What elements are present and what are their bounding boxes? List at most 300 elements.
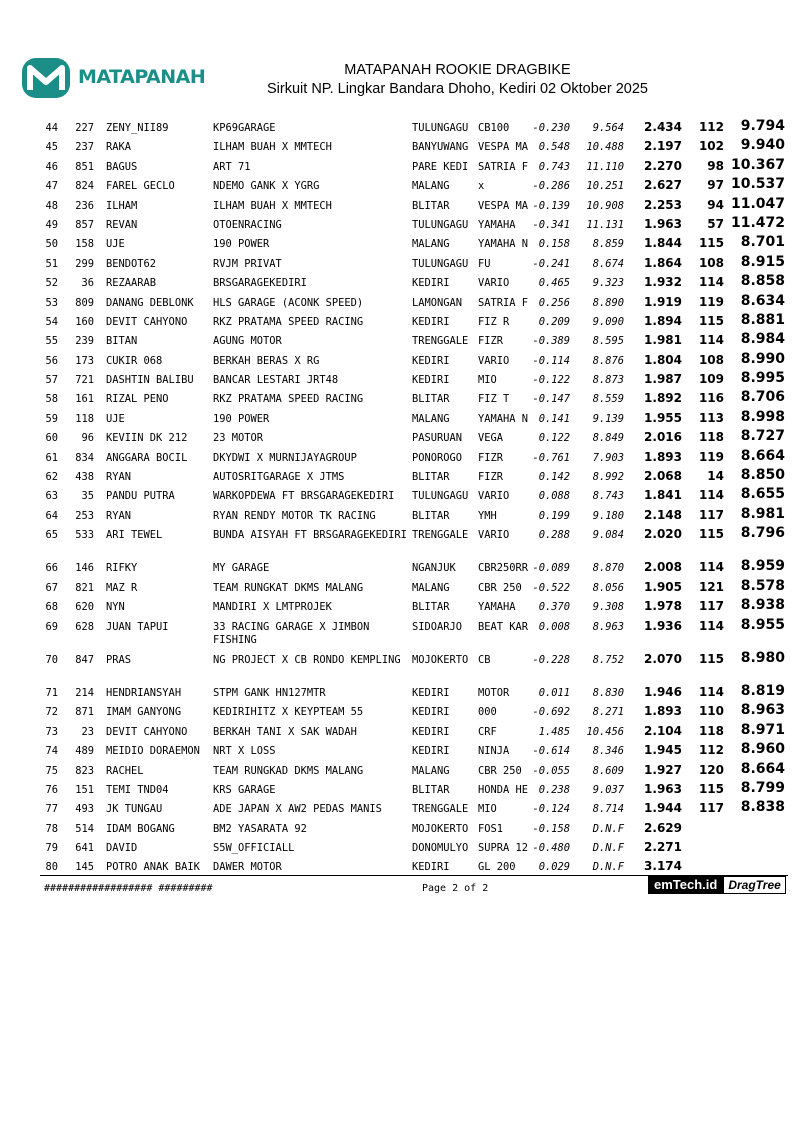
table-row xyxy=(0,137,807,156)
total-time-cell: 8.984 xyxy=(740,331,785,348)
sixty-ft-time-cell: 2.070 xyxy=(644,651,682,666)
total-time-cell: 8.706 xyxy=(740,389,785,406)
city-cell: KEDIRI xyxy=(412,861,450,874)
bike-cell: 000 xyxy=(478,706,497,719)
footer-hash: ################## ######### xyxy=(44,883,213,894)
reaction-time-cell: -0.147 xyxy=(532,393,570,406)
elapsed-time-cell: 8.609 xyxy=(592,764,624,777)
position-cell: 77 xyxy=(45,803,58,816)
reaction-time-cell: 0.548 xyxy=(538,141,570,154)
team-cell: ILHAM BUAH X MMTECH xyxy=(213,141,332,154)
bike-cell: VARIO xyxy=(478,490,510,503)
position-cell: 52 xyxy=(45,277,58,290)
table-row xyxy=(0,331,807,350)
position-cell: 58 xyxy=(45,393,58,406)
bike-cell: CBR 250 xyxy=(478,764,522,777)
elapsed-time-cell: D.N.F xyxy=(592,842,624,855)
table-row xyxy=(0,597,807,616)
speed-cell: 109 xyxy=(698,372,724,387)
team-cell: S5W_OFFICIALL xyxy=(213,842,295,855)
reaction-time-cell: -0.055 xyxy=(532,764,570,777)
team-cell: MY GARAGE xyxy=(213,562,270,575)
total-time-cell: 8.664 xyxy=(740,760,785,777)
speed-cell: 115 xyxy=(698,236,724,251)
elapsed-time-cell: 9.323 xyxy=(592,277,624,290)
total-time-cell: 8.980 xyxy=(740,649,785,666)
table-row xyxy=(0,819,807,838)
city-cell: KEDIRI xyxy=(412,315,450,328)
reaction-time-cell: -0.114 xyxy=(532,354,570,367)
elapsed-time-cell: 8.992 xyxy=(592,471,624,484)
start-number-cell: 158 xyxy=(75,238,94,251)
city-cell: KEDIRI xyxy=(412,374,450,387)
team-cell: 33 RACING GARAGE X JIMBON FISHING xyxy=(213,620,370,646)
elapsed-time-cell: 9.180 xyxy=(592,509,624,522)
position-cell: 60 xyxy=(45,432,58,445)
rider-name-cell: BENDOT62 xyxy=(106,257,157,270)
city-cell: KEDIRI xyxy=(412,706,450,719)
position-cell: 45 xyxy=(45,141,58,154)
sixty-ft-time-cell: 1.905 xyxy=(644,579,682,594)
team-cell: BERKAH TANI X SAK WADAH xyxy=(213,725,357,738)
reaction-time-cell: 0.209 xyxy=(538,315,570,328)
table-row xyxy=(0,722,807,741)
position-cell: 74 xyxy=(45,745,58,758)
position-cell: 79 xyxy=(45,842,58,855)
city-cell: MOJOKERTO xyxy=(412,653,469,666)
team-cell: KRS GARAGE xyxy=(213,783,276,796)
start-number-cell: 253 xyxy=(75,509,94,522)
speed-cell: 115 xyxy=(698,781,724,796)
sixty-ft-time-cell: 2.104 xyxy=(644,723,682,738)
speed-cell: 119 xyxy=(698,294,724,309)
city-cell: MALANG xyxy=(412,412,450,425)
position-cell: 69 xyxy=(45,620,58,633)
sixty-ft-time-cell: 2.253 xyxy=(644,197,682,212)
footer-brand xyxy=(648,876,786,894)
sixty-ft-time-cell: 1.841 xyxy=(644,488,682,503)
city-cell: KEDIRI xyxy=(412,745,450,758)
start-number-cell: 236 xyxy=(75,199,94,212)
bike-cell: YAMAHA N xyxy=(478,412,529,425)
start-number-cell: 145 xyxy=(75,861,94,874)
team-cell: MANDIRI X LMTPROJEK xyxy=(213,601,332,614)
sixty-ft-time-cell: 2.148 xyxy=(644,507,682,522)
speed-cell: 117 xyxy=(698,801,724,816)
rider-name-cell: BITAN xyxy=(106,335,138,348)
start-number-cell: 161 xyxy=(75,393,94,406)
start-number-cell: 239 xyxy=(75,335,94,348)
sixty-ft-time-cell: 1.963 xyxy=(644,781,682,796)
bike-cell: MIO xyxy=(478,803,497,816)
elapsed-time-cell: 11.110 xyxy=(586,160,624,173)
bike-cell: YAMAHA N xyxy=(478,238,529,251)
sixty-ft-time-cell: 1.919 xyxy=(644,294,682,309)
total-time-cell: 10.367 xyxy=(730,156,785,173)
sixty-ft-time-cell: 1.944 xyxy=(644,801,682,816)
bike-cell: HONDA HE xyxy=(478,783,529,796)
team-cell: DAWER MOTOR xyxy=(213,861,282,874)
total-time-cell: 10.537 xyxy=(730,176,785,193)
reaction-time-cell: -0.341 xyxy=(532,218,570,231)
elapsed-time-cell: D.N.F xyxy=(592,822,624,835)
position-cell: 62 xyxy=(45,471,58,484)
rider-name-cell: DANANG DEBLONK xyxy=(106,296,194,309)
city-cell: PASURUAN xyxy=(412,432,463,445)
total-time-cell: 9.940 xyxy=(740,137,785,154)
rider-name-cell: PANDU PUTRA xyxy=(106,490,175,503)
team-cell: AGUNG MOTOR xyxy=(213,335,282,348)
reaction-time-cell: -0.241 xyxy=(532,257,570,270)
start-number-cell: 151 xyxy=(75,783,94,796)
start-number-cell: 23 xyxy=(81,725,94,738)
bike-cell: FIZ R xyxy=(478,315,510,328)
bike-cell: CRF xyxy=(478,725,497,738)
table-row xyxy=(0,857,807,876)
start-number-cell: 173 xyxy=(75,354,94,367)
bike-cell: FIZR xyxy=(478,471,504,484)
start-number-cell: 227 xyxy=(75,122,94,134)
team-cell: ART 71 xyxy=(213,160,251,173)
position-cell: 72 xyxy=(45,706,58,719)
total-time-cell: 8.701 xyxy=(740,234,785,251)
sixty-ft-time-cell: 1.932 xyxy=(644,275,682,290)
team-cell: ADE JAPAN X AW2 PEDAS MANIS xyxy=(213,803,382,816)
elapsed-time-cell: 8.963 xyxy=(592,620,624,633)
team-cell: DKYDWI X MURNIJAYAGROUP xyxy=(213,451,357,464)
elapsed-time-cell: 8.870 xyxy=(592,562,624,575)
elapsed-time-cell: 10.488 xyxy=(586,141,624,154)
speed-cell: 118 xyxy=(698,723,724,738)
rider-name-cell: RIFKY xyxy=(106,562,138,575)
rider-name-cell: BAGUS xyxy=(106,160,138,173)
team-cell: RKZ PRATAMA SPEED RACING xyxy=(213,393,364,406)
table-row xyxy=(0,273,807,292)
city-cell: MALANG xyxy=(412,764,450,777)
rider-name-cell: POTRO ANAK BAIK xyxy=(106,861,200,874)
speed-cell: 116 xyxy=(698,391,724,406)
total-time-cell: 8.799 xyxy=(740,779,785,796)
bike-cell: VESPA MA xyxy=(478,141,529,154)
table-row xyxy=(0,838,807,857)
speed-cell: 120 xyxy=(698,762,724,777)
city-cell: BLITAR xyxy=(412,509,450,522)
start-number-cell: 628 xyxy=(75,620,94,633)
city-cell: TRENGGALE xyxy=(412,335,469,348)
total-time-cell: 8.938 xyxy=(740,597,785,614)
city-cell: DONOMULYO xyxy=(412,842,469,855)
rider-name-cell: JUAN TAPUI xyxy=(106,620,169,633)
bike-cell: GL 200 xyxy=(478,861,516,874)
position-cell: 76 xyxy=(45,783,58,796)
reaction-time-cell: 0.029 xyxy=(538,861,570,874)
position-cell: 68 xyxy=(45,601,58,614)
rider-name-cell: DEVIT CAHYONO xyxy=(106,315,188,328)
sixty-ft-time-cell: 1.844 xyxy=(644,236,682,251)
speed-cell: 97 xyxy=(707,178,724,193)
total-time-cell: 11.047 xyxy=(730,195,785,212)
header xyxy=(20,52,800,104)
bike-cell: YAMAHA xyxy=(478,601,516,614)
table-row xyxy=(0,558,807,577)
sixty-ft-time-cell: 2.627 xyxy=(644,178,682,193)
bike-cell: CBR250RR xyxy=(478,562,529,575)
total-time-cell: 8.998 xyxy=(740,408,785,425)
speed-cell: 114 xyxy=(698,684,724,699)
team-cell: KEDIRIHITZ X KEYPTEAM 55 xyxy=(213,706,364,719)
elapsed-time-cell: 8.743 xyxy=(592,490,624,503)
elapsed-time-cell: 8.056 xyxy=(592,581,624,594)
team-cell: RKZ PRATAMA SPEED RACING xyxy=(213,315,364,328)
bike-cell: CB xyxy=(478,653,491,666)
total-time-cell: 8.963 xyxy=(740,702,785,719)
table-row xyxy=(0,617,807,650)
elapsed-time-cell: 8.752 xyxy=(592,653,624,666)
start-number-cell: 493 xyxy=(75,803,94,816)
start-number-cell: 533 xyxy=(75,529,94,542)
city-cell: SIDOARJO xyxy=(412,620,463,633)
elapsed-time-cell: 10.456 xyxy=(586,725,624,738)
reaction-time-cell: 0.238 xyxy=(538,783,570,796)
position-cell: 70 xyxy=(45,653,58,666)
speed-cell: 98 xyxy=(707,158,724,173)
rider-name-cell: MAZ R xyxy=(106,581,138,594)
rider-name-cell: REZAARAB xyxy=(106,277,157,290)
bike-cell: NINJA xyxy=(478,745,510,758)
city-cell: BANYUWANG xyxy=(412,141,469,154)
city-cell: TRENGGALE xyxy=(412,529,469,542)
table-row xyxy=(0,761,807,780)
rider-name-cell: IDAM BOGANG xyxy=(106,822,175,835)
start-number-cell: 871 xyxy=(75,706,94,719)
position-cell: 63 xyxy=(45,490,58,503)
rider-name-cell: DEVIT CAHYONO xyxy=(106,725,188,738)
city-cell: KEDIRI xyxy=(412,277,450,290)
total-time-cell: 8.990 xyxy=(740,350,785,367)
reaction-time-cell: 0.122 xyxy=(538,432,570,445)
table-row xyxy=(0,254,807,273)
city-cell: BLITAR xyxy=(412,783,450,796)
total-time-cell: 8.796 xyxy=(740,525,785,542)
reaction-time-cell: -0.522 xyxy=(532,581,570,594)
reaction-time-cell: 0.370 xyxy=(538,601,570,614)
elapsed-time-cell: 8.849 xyxy=(592,432,624,445)
team-cell: HLS GARAGE (ACONK SPEED) xyxy=(213,296,364,309)
sixty-ft-time-cell: 1.894 xyxy=(644,313,682,328)
team-cell: 190 POWER xyxy=(213,238,270,251)
start-number-cell: 821 xyxy=(75,581,94,594)
reaction-time-cell: 0.088 xyxy=(538,490,570,503)
elapsed-time-cell: 8.674 xyxy=(592,257,624,270)
elapsed-time-cell: 9.090 xyxy=(592,315,624,328)
rider-name-cell: FAREL GECLO xyxy=(106,180,175,193)
speed-cell: 114 xyxy=(698,618,724,633)
rider-name-cell: DAVID xyxy=(106,842,138,855)
position-cell: 50 xyxy=(45,238,58,251)
rider-name-cell: DASHTIN BALIBU xyxy=(106,374,194,387)
team-cell: KP69GARAGE xyxy=(213,122,276,134)
rider-name-cell: TEMI TND04 xyxy=(106,783,169,796)
rider-name-cell: UJE xyxy=(106,238,125,251)
team-cell: TEAM RUNGKAD DKMS MALANG xyxy=(213,764,364,777)
start-number-cell: 851 xyxy=(75,160,94,173)
elapsed-time-cell: 7.903 xyxy=(592,451,624,464)
reaction-time-cell: 0.288 xyxy=(538,529,570,542)
speed-cell: 110 xyxy=(698,704,724,719)
speed-cell: 57 xyxy=(707,216,724,231)
position-cell: 65 xyxy=(45,529,58,542)
rider-name-cell: HENDRIANSYAH xyxy=(106,686,182,699)
bike-cell: MIO xyxy=(478,374,497,387)
elapsed-time-cell: 8.873 xyxy=(592,374,624,387)
bike-cell: FIZ T xyxy=(478,393,510,406)
total-time-cell: 8.634 xyxy=(740,292,785,309)
table-row xyxy=(0,196,807,215)
team-cell: NG PROJECT X CB RONDO KEMPLING xyxy=(213,653,401,666)
speed-cell: 14 xyxy=(707,469,724,484)
elapsed-time-cell: 10.251 xyxy=(586,180,624,193)
bike-cell: BEAT KAR xyxy=(478,620,529,633)
rider-name-cell: JK TUNGAU xyxy=(106,803,163,816)
reaction-time-cell: 0.011 xyxy=(538,686,570,699)
total-time-cell: 8.858 xyxy=(740,273,785,290)
city-cell: BLITAR xyxy=(412,199,450,212)
start-number-cell: 237 xyxy=(75,141,94,154)
table-row xyxy=(0,741,807,760)
sixty-ft-time-cell: 2.271 xyxy=(644,840,682,855)
sixty-ft-time-cell: 1.987 xyxy=(644,372,682,387)
position-cell: 47 xyxy=(45,180,58,193)
matapanah-logo xyxy=(20,52,220,104)
position-cell: 44 xyxy=(45,122,58,134)
start-number-cell: 36 xyxy=(81,277,94,290)
elapsed-time-cell: 8.595 xyxy=(592,335,624,348)
bike-cell: MOTOR xyxy=(478,686,510,699)
reaction-time-cell: -0.228 xyxy=(532,653,570,666)
start-number-cell: 834 xyxy=(75,451,94,464)
city-cell: TULUNGAGU xyxy=(412,218,469,231)
total-time-cell: 8.960 xyxy=(740,741,785,758)
total-time-cell: 8.838 xyxy=(740,799,785,816)
table-row xyxy=(0,215,807,234)
rider-name-cell: REVAN xyxy=(106,218,138,231)
total-time-cell: 8.819 xyxy=(740,682,785,699)
bike-cell: CBR 250 xyxy=(478,581,522,594)
bike-cell: YMH xyxy=(478,509,497,522)
reaction-time-cell: 0.199 xyxy=(538,509,570,522)
position-cell: 64 xyxy=(45,509,58,522)
speed-cell: 102 xyxy=(698,139,724,154)
bike-cell: VESPA MA xyxy=(478,199,529,212)
speed-cell: 108 xyxy=(698,352,724,367)
reaction-time-cell: -0.122 xyxy=(532,374,570,387)
city-cell: PARE KEDI xyxy=(412,160,469,173)
bike-cell: VARIO xyxy=(478,529,510,542)
reaction-time-cell: -0.230 xyxy=(532,122,570,134)
elapsed-time-cell: 11.131 xyxy=(586,218,624,231)
sixty-ft-time-cell: 1.945 xyxy=(644,743,682,758)
team-cell: RYAN RENDY MOTOR TK RACING xyxy=(213,509,376,522)
table-row xyxy=(0,486,807,505)
team-cell: NRT X LOSS xyxy=(213,745,276,758)
position-cell: 55 xyxy=(45,335,58,348)
elapsed-time-cell: 8.830 xyxy=(592,686,624,699)
sixty-ft-time-cell: 1.893 xyxy=(644,704,682,719)
total-time-cell: 8.955 xyxy=(740,616,785,633)
elapsed-time-cell: 8.559 xyxy=(592,393,624,406)
city-cell: MALANG xyxy=(412,180,450,193)
sixty-ft-time-cell: 2.197 xyxy=(644,139,682,154)
elapsed-time-cell: 9.139 xyxy=(592,412,624,425)
team-cell: BANCAR LESTARI JRT48 xyxy=(213,374,339,387)
position-cell: 78 xyxy=(45,822,58,835)
sixty-ft-time-cell: 1.864 xyxy=(644,255,682,270)
page-number: Page 2 of 2 xyxy=(422,883,489,894)
position-cell: 53 xyxy=(45,296,58,309)
start-number-cell: 160 xyxy=(75,315,94,328)
position-cell: 75 xyxy=(45,764,58,777)
speed-cell: 108 xyxy=(698,255,724,270)
speed-cell: 115 xyxy=(698,527,724,542)
sixty-ft-time-cell: 1.893 xyxy=(644,449,682,464)
elapsed-time-cell: 9.308 xyxy=(592,601,624,614)
sixty-ft-time-cell: 3.174 xyxy=(644,859,682,874)
total-time-cell: 11.472 xyxy=(730,214,785,231)
team-cell: 190 POWER xyxy=(213,412,270,425)
total-time-cell: 8.664 xyxy=(740,447,785,464)
position-cell: 48 xyxy=(45,199,58,212)
speed-cell: 119 xyxy=(698,449,724,464)
total-time-cell: 8.995 xyxy=(740,370,785,387)
total-time-cell: 8.981 xyxy=(740,505,785,522)
position-cell: 61 xyxy=(45,451,58,464)
logo-text: MATAPANAH xyxy=(78,66,206,88)
start-number-cell: 847 xyxy=(75,653,94,666)
start-number-cell: 489 xyxy=(75,745,94,758)
team-cell: WARKOPDEWA FT BRSGARAGEKEDIRI xyxy=(213,490,395,503)
reaction-time-cell: -0.692 xyxy=(532,706,570,719)
start-number-cell: 438 xyxy=(75,471,94,484)
table-row xyxy=(0,799,807,818)
bike-cell: VEGA xyxy=(478,432,504,445)
page-subtitle: Sirkuit NP. Lingkar Bandara Dhoho, Kediri 02 Oktober 2025 xyxy=(267,81,648,97)
elapsed-time-cell: 10.908 xyxy=(586,199,624,212)
rider-name-cell: ZENY_NII89 xyxy=(106,122,169,134)
team-cell: TEAM RUNGKAT DKMS MALANG xyxy=(213,581,364,594)
city-cell: MALANG xyxy=(412,238,450,251)
reaction-time-cell: -0.089 xyxy=(532,562,570,575)
reaction-time-cell: -0.614 xyxy=(532,745,570,758)
sixty-ft-time-cell: 2.270 xyxy=(644,158,682,173)
table-row xyxy=(0,409,807,428)
rider-name-cell: ILHAM xyxy=(106,199,138,212)
rider-name-cell: CUKIR 068 xyxy=(106,354,163,367)
sixty-ft-time-cell: 1.978 xyxy=(644,599,682,614)
position-cell: 51 xyxy=(45,257,58,270)
team-cell: ILHAM BUAH X MMTECH xyxy=(213,199,332,212)
table-row xyxy=(0,448,807,467)
sixty-ft-time-cell: 2.020 xyxy=(644,527,682,542)
reaction-time-cell: -0.480 xyxy=(532,842,570,855)
city-cell: TULUNGAGU xyxy=(412,490,469,503)
sixty-ft-time-cell: 1.955 xyxy=(644,410,682,425)
rider-name-cell: RAKA xyxy=(106,141,132,154)
total-time-cell: 8.915 xyxy=(740,253,785,270)
start-number-cell: 299 xyxy=(75,257,94,270)
rider-name-cell: RIZAL PENO xyxy=(106,393,169,406)
rider-name-cell: ANGGARA BOCIL xyxy=(106,451,188,464)
sixty-ft-time-cell: 1.804 xyxy=(644,352,682,367)
